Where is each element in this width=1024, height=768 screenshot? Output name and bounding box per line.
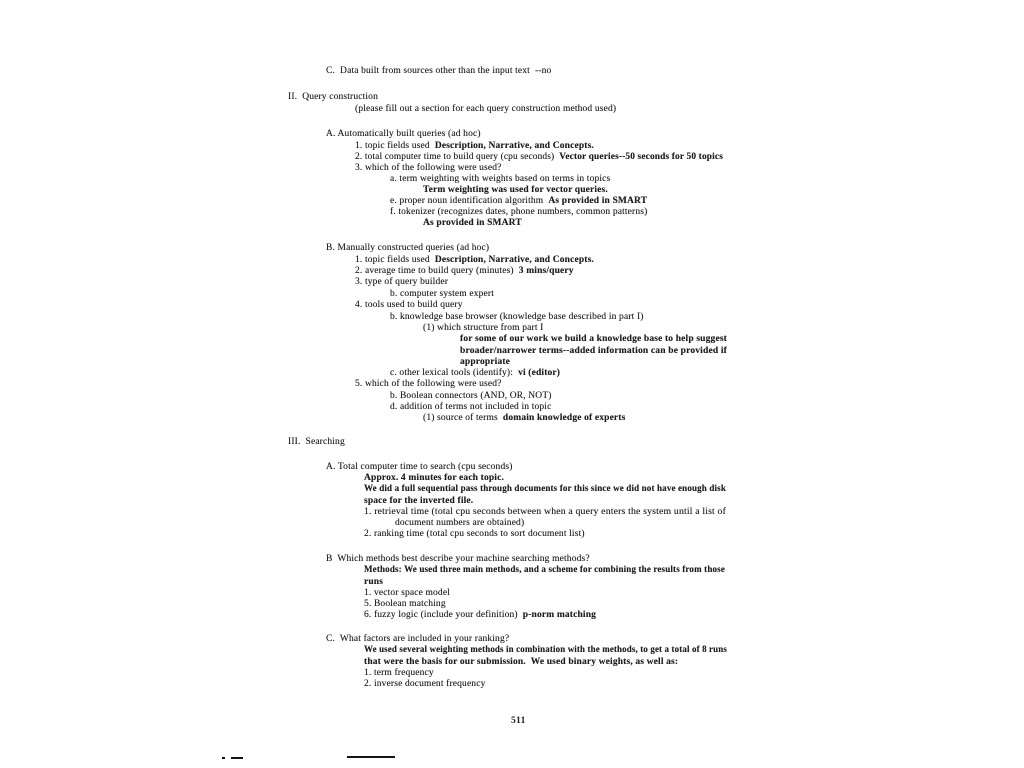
doc-line-text: d. addition of terms not included in topic: [390, 402, 552, 412]
doc-line-text: 3. type of query builder: [355, 277, 449, 287]
doc-line-text: III. Searching: [288, 437, 345, 447]
doc-line-text: B Which methods best describe your machine searching methods?: [326, 554, 590, 564]
doc-line-text: 2. inverse document frequency: [364, 679, 486, 689]
doc-line: [423, 323, 543, 334]
doc-line: [364, 679, 485, 690]
doc-line: [390, 402, 551, 413]
doc-line: [390, 207, 647, 218]
doc-line: [355, 104, 616, 115]
doc-line-text: (1) which structure from part I: [423, 323, 544, 333]
doc-line: [364, 657, 678, 668]
doc-line: [364, 473, 504, 484]
doc-line: [326, 462, 513, 473]
doc-line-bold-text: Vector queries--50 seconds for 50 topics: [559, 152, 723, 162]
doc-line: [364, 610, 596, 621]
doc-line: [355, 266, 574, 277]
doc-line-bold-text: 3 mins/query: [518, 266, 574, 276]
doc-line: [460, 357, 510, 368]
doc-line-bold-text: space for the inverted file.: [364, 496, 474, 506]
doc-line-text: 1. term frequency: [364, 668, 434, 678]
doc-line: [355, 141, 594, 152]
doc-line: [364, 599, 446, 610]
doc-line-text: 2. average time to build query (minutes): [355, 266, 519, 276]
doc-line-text: 1. topic fields used: [355, 255, 435, 265]
doc-line: [326, 129, 481, 140]
doc-line-bold-text: appropriate: [460, 357, 511, 367]
scan-artifact-mark: [347, 756, 395, 758]
doc-line-bold-text: for some of our work we build a knowledge base to help suggest: [460, 334, 727, 344]
doc-line: [364, 529, 585, 540]
doc-line-text: C. What factors are included in your ranking?: [326, 634, 510, 644]
doc-line: [390, 312, 644, 323]
doc-line-bold-text: p-norm matching: [522, 610, 597, 620]
doc-line: [364, 484, 726, 495]
doc-line-bold-text: Description, Narrative, and Concepts.: [434, 141, 594, 151]
doc-line: [460, 346, 727, 357]
doc-line-text: 2. ranking time (total cpu seconds to sort document list): [364, 529, 585, 539]
doc-line: [326, 554, 590, 565]
scan-artifact-mark: [231, 757, 243, 759]
doc-line-text: b. Boolean connectors (AND, OR, NOT): [390, 391, 552, 401]
doc-line: [364, 588, 450, 599]
doc-line: [364, 496, 473, 507]
doc-line-bold-text: Methods: We used three main methods, and a scheme for combining the results from those: [364, 565, 725, 575]
doc-line: [390, 174, 610, 185]
doc-line-bold-text: that were the basis for our submission. We used binary weights, as well as:: [364, 657, 679, 667]
doc-line: [288, 92, 378, 103]
doc-line: [390, 196, 647, 207]
doc-line: [355, 152, 723, 163]
doc-line: [364, 577, 383, 588]
doc-line: [326, 243, 489, 254]
doc-line: [390, 289, 494, 300]
doc-line-text: 4. tools used to build query: [355, 300, 463, 310]
doc-line-text: (1) source of terms: [423, 413, 503, 423]
doc-line-text: 1. topic fields used: [355, 141, 435, 151]
doc-line-bold-text: vi (editor): [518, 368, 561, 378]
doc-line: [364, 645, 727, 656]
doc-line: [423, 218, 522, 229]
scan-artifact-mark: [222, 757, 225, 759]
doc-line: [355, 163, 502, 174]
doc-line: [364, 668, 434, 679]
doc-line-text: c. other lexical tools (identify):: [390, 368, 519, 378]
doc-line: [364, 565, 725, 576]
doc-line: [355, 379, 502, 390]
doc-line: [355, 255, 594, 266]
doc-line: [390, 391, 552, 402]
doc-line-text: II. Query construction: [288, 92, 378, 102]
doc-line: [423, 185, 608, 196]
doc-line-text: (please fill out a section for each query construction method used): [355, 104, 617, 114]
doc-line-bold-text: We used several weighting methods in combination with the methods, to get a total of 8 runs: [364, 645, 727, 655]
doc-line-bold-text: domain knowledge of experts: [502, 413, 626, 423]
doc-line-bold-text: Approx. 4 minutes for each topic.: [364, 473, 504, 483]
doc-line-text: b. knowledge base browser (knowledge base described in part I): [390, 312, 644, 322]
doc-line-text: f. tokenizer (recognizes dates, phone numbers, common patterns): [390, 207, 648, 217]
doc-line: [326, 66, 551, 77]
doc-line-text: 2. total computer time to build query (cpu seconds): [355, 152, 560, 162]
doc-line-text: 1. retrieval time (total cpu seconds between when a query enters the system until a list of: [364, 507, 726, 517]
doc-line-bold-text: We did a full sequential pass through documents for this since we did not have enough disk: [364, 484, 726, 494]
doc-line-text: 5. which of the following were used?: [355, 379, 502, 389]
doc-line-bold-text: broader/narrower terms--added information can be provided if: [460, 346, 727, 356]
doc-line-text: A. Automatically built queries (ad hoc): [326, 129, 481, 139]
doc-line-text: B. Manually constructed queries (ad hoc): [326, 243, 490, 253]
doc-line-bold-text: As provided in SMART: [423, 218, 522, 228]
doc-line-text: b. computer system expert: [390, 289, 495, 299]
doc-line: [460, 334, 727, 345]
doc-line-bold-text: As provided in SMART: [548, 196, 648, 206]
doc-line-text: 6. fuzzy logic (include your definition): [364, 610, 523, 620]
doc-line: [326, 634, 509, 645]
doc-line: [355, 300, 463, 311]
doc-line-text: e. proper noun identification algorithm: [390, 196, 549, 206]
doc-line-text: document numbers are obtained): [395, 518, 525, 528]
doc-line: [355, 277, 448, 288]
doc-line: [390, 368, 560, 379]
doc-line-text: 5. Boolean matching: [364, 599, 446, 609]
doc-line-bold-text: Description, Narrative, and Concepts.: [434, 255, 594, 265]
doc-line: [395, 518, 524, 529]
doc-line-text: C. Data built from sources other than the input text --no: [326, 66, 552, 76]
doc-line: [364, 507, 726, 518]
doc-line-bold-text: runs: [364, 577, 384, 587]
doc-line-text: 1. vector space model: [364, 588, 450, 598]
doc-line-text: 3. which of the following were used?: [355, 163, 502, 173]
doc-line: [288, 437, 345, 448]
doc-line: [423, 413, 625, 424]
doc-line-text: A. Total computer time to search (cpu seconds): [326, 462, 513, 472]
doc-line-text: a. term weighting with weights based on terms in topics: [390, 174, 611, 184]
page-number: 511: [511, 716, 526, 726]
doc-line-bold-text: Term weighting was used for vector queries.: [423, 185, 608, 195]
